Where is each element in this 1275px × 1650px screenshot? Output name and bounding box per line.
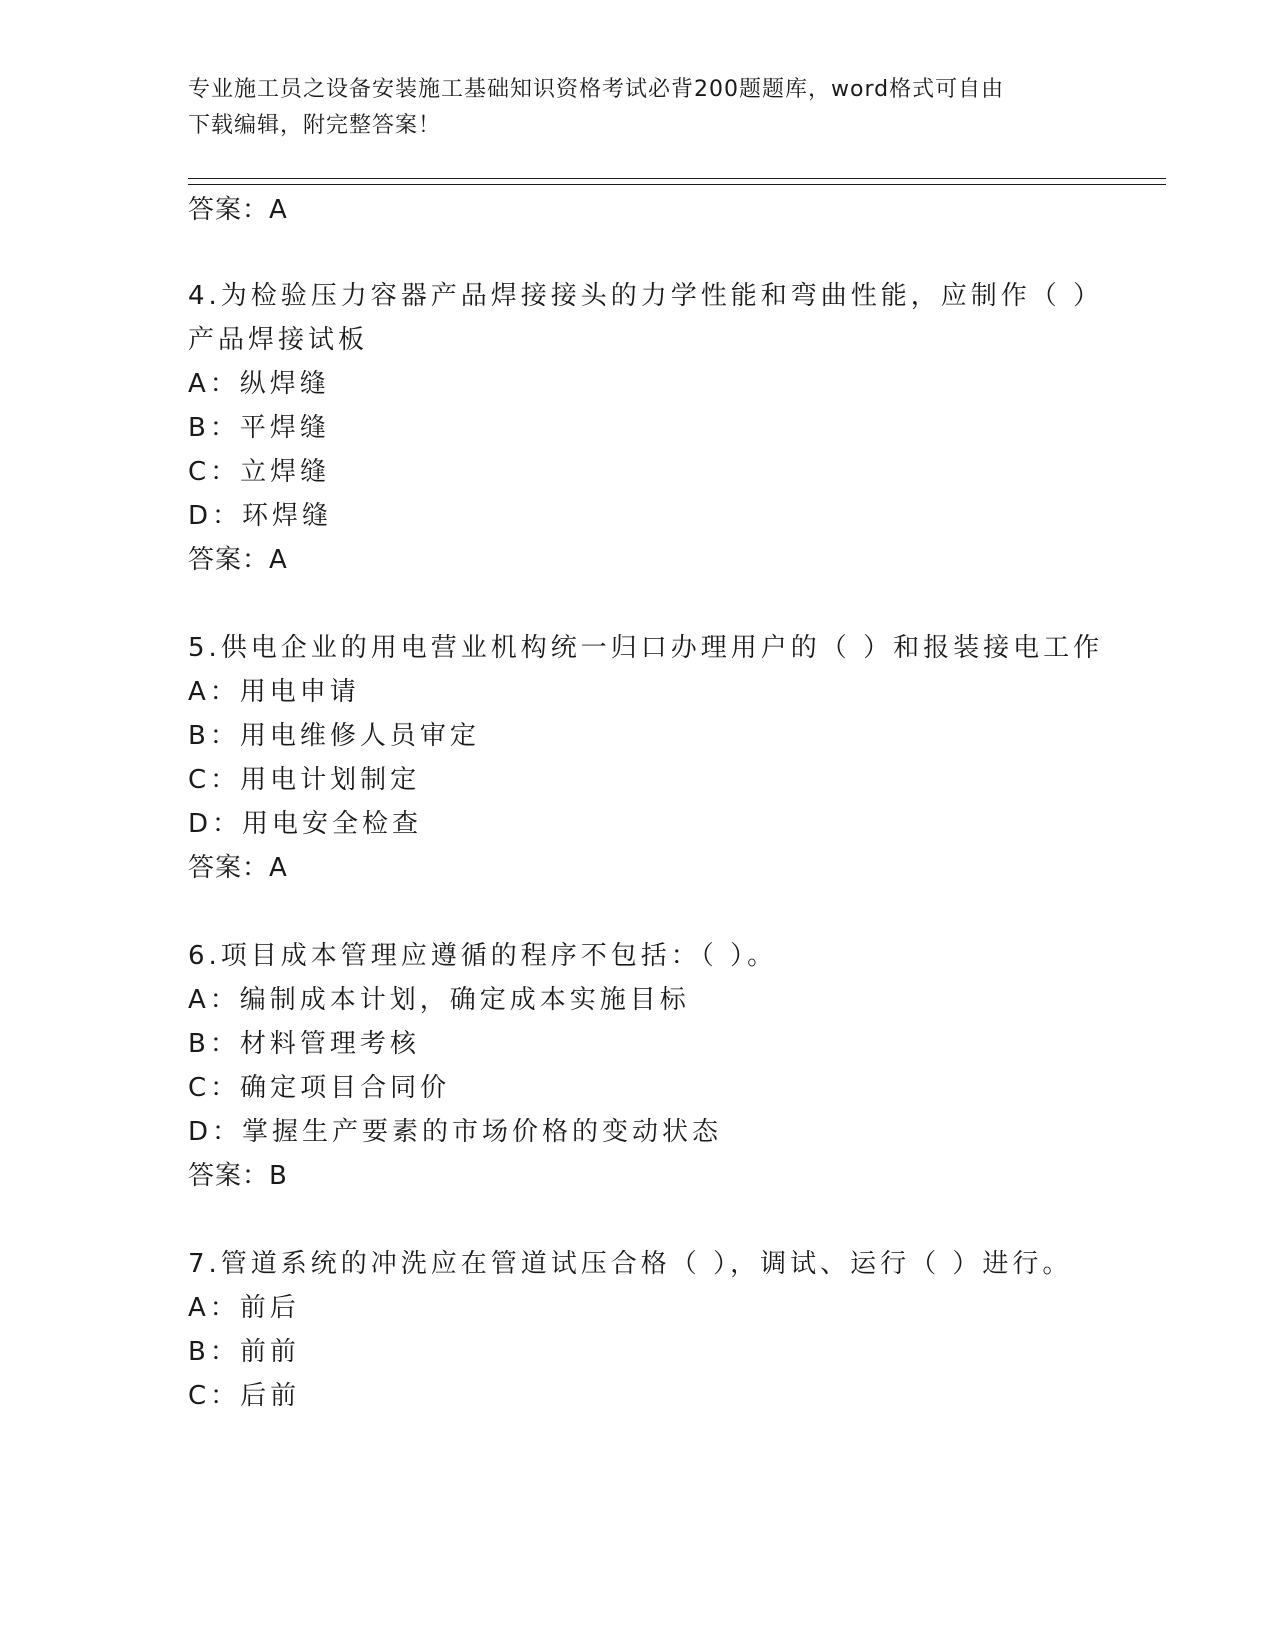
q4-option-c: C：立焊缝 [188,457,331,487]
q4-stem-line2: 产品焊接试板 [188,325,369,355]
q7-option-b: B：前前 [188,1337,300,1367]
q7-option-c: C：后前 [188,1381,301,1411]
q4-option-a: A：纵焊缝 [188,369,330,399]
page-header [188,72,1088,144]
q5-option-a: A：用电申请 [188,677,360,707]
q6-option-d: D：掌握生产要素的市场价格的变动状态 [188,1117,723,1147]
q6-option-a: A：编制成本计划，确定成本实施目标 [188,985,690,1015]
header-divider-top [188,178,1166,179]
q6-answer: 答案：B [188,1161,288,1191]
q5-answer: 答案：A [188,853,288,883]
q6-stem-line1: 6.项目成本管理应遵循的程序不包括：（ ）。 [188,941,778,971]
header-line-1: 专业施工员之设备安装施工基础知识资格考试必背200题题库，word格式可自由 [188,77,1005,102]
q5-option-b: B：用电维修人员审定 [188,721,480,751]
q7-option-a: A：前后 [188,1293,300,1323]
q5-stem-line1: 5.供电企业的用电营业机构统一归口办理用户的（ ）和报装接电工作 [188,633,1104,663]
q5-option-c: C：用电计划制定 [188,765,421,795]
q6-option-b: B：材料管理考核 [188,1029,420,1059]
q4-answer: 答案：A [188,545,288,575]
q4-stem-line1: 4.为检验压力容器产品焊接接头的力学性能和弯曲性能，应制作（ ） [188,281,1104,311]
q6-option-c: C：确定项目合同价 [188,1073,451,1103]
q4-option-b: B：平焊缝 [188,413,330,443]
answer-previous: 答案：A [188,195,288,225]
q5-option-d: D：用电安全检查 [188,809,423,839]
q4-option-d: D：环焊缝 [188,501,333,531]
header-divider-bottom [188,184,1166,185]
header-line-2: 下载编辑，附完整答案！ [188,113,442,138]
q7-stem-line1: 7.管道系统的冲洗应在管道试压合格（ ），调试、运行（ ）进行。 [188,1249,1073,1279]
